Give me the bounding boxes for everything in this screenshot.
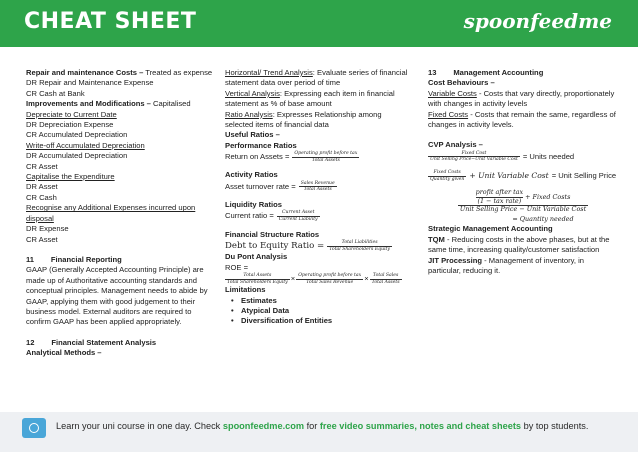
column-left: Repair and maintenance Costs – Treated as expense DR Repair and Maintenance Expense CR Cash at Bank Improvements and Modifications – Capitalised Depreciate to Current Date DR Depreciation Expense CR Accumulated Depreciation Write-off Accumulated Depreciation DR Accumulated Depreciation CR Asset Capitalise the Expenditure DR Asset CR Cash Recognise any Additional Expenses incurred upon disposal DR Expense CR Asset 11 Financial Reporting GAAP (Generally Accepted Accounting Principle) are made up of Authoritative accounting standards and conceptual principles. Management needs to abide by GAAP, applying them with good judgement to their business model. External auditors are required to confirm GAAP has been applied appropriately. 12 Financial Statement Analysis Analytical Methods – [26, 68, 213, 358]
dupont-formula: $\frac{\text{Total Assets}}{\text{Total Shareholders Equity}}$ × $\frac{\text{Operating profit before tax}}{\text{Total Sales Revenue}}$ × $\frac{\text{Total Sales}}{\text{Total Assets}}$ [227, 273, 400, 285]
current-ratio-formula: Current ratio = $\frac{\text{Current Asset}}{\text{Current Liability}}$ [225, 210, 318, 223]
footer-link[interactable]: spoonfeedme.com [222, 421, 305, 431]
limitations-list [225, 296, 410, 327]
column-right: 13 Management Accounting Cost Behaviours – Variable Costs - Costs that vary directly, proportionately with changes in activity levels Fixed Costs - Costs that remain the same, regardless of changes in activity levels. CVP Analysis – $\frac{\text{Fixed Cost}}{\text{Unit Selling Price−Unit Variable Cost}}$ = Units needed $\frac{\text{Fixed Costs}}{\text{Quantity given}}$ + Unit Variable Cost = Unit Selling Price profit after tax (1 − tax rate) + Fixed Costs Unit Selling Price − Unit Variable Cost = Quantity needed Strategic Management Accounting TQM - Reducing costs in the above phases, but at the same time, increasing quality/customer satisfaction JIT Processing - Management of inventory, in particular, reducing it. [428, 68, 617, 276]
list-item: • Diversification of Entities [241, 316, 410, 326]
units-needed-formula: $\frac{\text{Fixed Cost}}{\text{Unit Selling Price−Unit Variable Cost}}$ = Units needed [430, 150, 575, 163]
section-12-heading: 12 Financial Statement Analysis [26, 337, 157, 347]
quantity-formula: profit after tax (1 − tax rate) + Fixed Costs Unit Selling Price − Unit Variable Cost = Quantity needed [459, 188, 587, 223]
list-item: • Estimates [241, 296, 410, 306]
section-11-heading: 11 Financial Reporting [26, 254, 122, 264]
roa-formula: Return on Assets = $\frac{\text{Operating profit before tax}}{\text{Total Assets}}$ [225, 151, 358, 163]
repair-section: Repair and maintenance Costs – Treated as expense [26, 68, 213, 77]
debt-equity-formula: Debt to Equity Ratio = $\frac{\text{Total Liabilities}}{\text{Total Shareholders Equity}}$ [225, 240, 390, 252]
column-middle: Horizontal/ Trend Analysis: Evaluate series of financial statement data over period of time Vertical Analysis: Expressing each item in financial statement as % of base amount Ratio Analysis: Expresses Relationship among selected items of financial data Useful Ratios – Performance Ratios Return on Assets = $\frac{\text{Operating profit before tax}}{\text{Total Assets}}$ Activity Ratios Asset turnover rate = $\frac{\text{Sales Revenue}}{\text{Total Assets}}$ Liquidity Ratios Current ratio = $\frac{\text{Current Asset}}{\text{Current Liability}}$ Financial Structure Ratios Debt to Equity Ratio = $\frac{\text{Total Liabilities}}{\text{Total Shareholders Equity}}$ Du Pont Analysis ROE = $\frac{\text{Total Assets}}{\text{Total Shareholders Equity}}$ × $\frac{\text{Operating profit before tax}}{\text{Total Sales Revenue}}$ × $\frac{\text{Total Sales}}{\text{Total Assets}}$ Limitations • Estimates • Atypical Data • Diversification of Entities [225, 68, 410, 327]
section-11-paragraph: GAAP (Generally Accepted Accounting Principle) are made up of Authoritative accounting standards and conceptual principles. Management needs to abide by GAAP, applying them with good judgement to their business model. External auditors are required to confirm GAAP has been applied appropriately. [26, 265, 208, 327]
asset-turnover-formula: Asset turnover rate = $\frac{\text{Sales Revenue}}{\text{Total Assets}}$ [225, 180, 335, 193]
header-bar [0, 0, 638, 47]
unit-price-formula: $\frac{\text{Fixed Costs}}{\text{Quantity given}}$ + Unit Variable Cost = Unit Selling Price [430, 170, 617, 182]
page-title: CHEAT SHEET [24, 9, 197, 34]
brand-logo[interactable]: spoonfeedme [463, 9, 612, 33]
list-item: • Atypical Data [241, 306, 410, 316]
section-13-heading: 13 Management Accounting [428, 68, 544, 77]
footer-text: Learn your uni course in one day. Check spoonfeedme.com for free video summaries, notes and cheat sheets by top students. [56, 421, 589, 431]
improvements-section: Improvements and Modifications – Capitalised [26, 99, 191, 109]
footer-banner [0, 412, 638, 452]
camera-icon [22, 418, 46, 438]
